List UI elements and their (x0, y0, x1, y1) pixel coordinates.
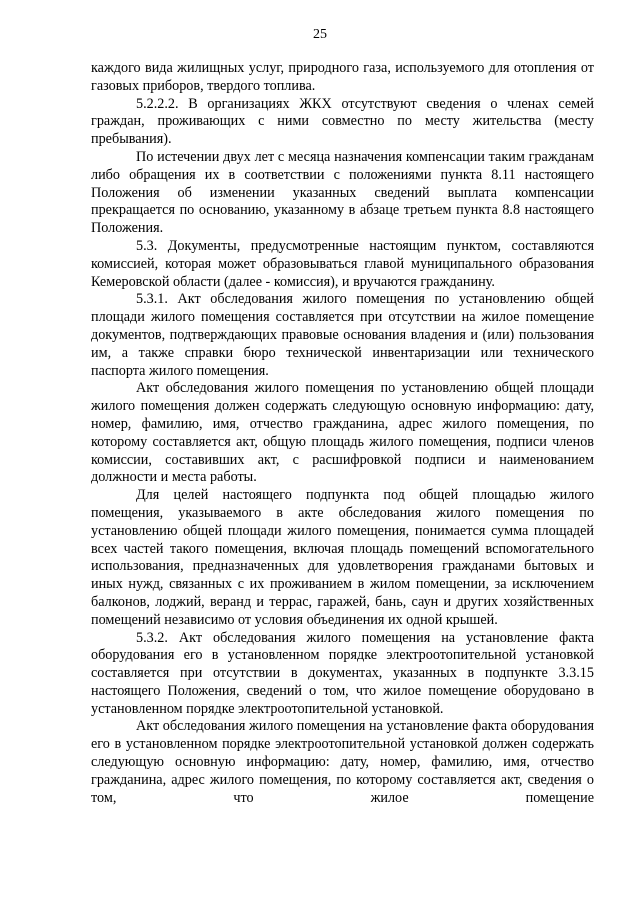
paragraph: 5.3.1. Акт обследования жилого помещения по установлению общей площади жилого помещения составляется при отсутствии на жилое помещение документов, подтверждающих правовые основания владения и (или) пользования им, а также справки бюро технической инвентаризации или технического паспорта жилого помещения. (91, 291, 594, 379)
paragraph: По истечении двух лет с месяца назначения компенсации таким гражданам либо обращения их в соответствии с положениями пункта 8.11 настоящего Положения об изменении указанных сведений выплата компенсации прекращается по основанию, указанному в абзаце третьем пункта 8.8 настоящего Положения. (91, 148, 594, 237)
paragraph: Акт обследования жилого помещения по установлению общей площади жилого помещения должен содержать следующую основную информацию: дату, номер, фамилию, имя, отчество гражданина, адрес жилого помещения, по которому составляется акт, общую площадь жилого помещения, подписи членов комиссии, составивших акт, с расшифровкой подписи и наименованием должности и места работы. (91, 380, 594, 486)
paragraph: 5.2.2.2. В организациях ЖКХ отсутствуют сведения о членах семей граждан, проживающих с ними совместно по месту жительства (месту пребывания). (91, 95, 594, 148)
paragraph: Для целей настоящего подпункта под общей площадью жилого помещения, указываемого в акте обследования жилого помещения по установлению общей площади жилого помещения, понимается сумма площадей всех частей такого помещения, включая площадь помещений вспомогательного использования, предназначенных для удовлетворения гражданами бытовых и иных нужд, связанных с их проживанием в жилом помещении, за исключением балконов, лоджий, веранд и террас, гаражей, бань, саун и других хозяйственных помещений независимо от условия объединения их одной крышей. (91, 487, 594, 628)
paragraph: 5.3.2. Акт обследования жилого помещения на установление факта оборудования его в установленном порядке электроотопительной установкой составляется при отсутствии в документах, указанных в подпункте 3.3.15 настоящего Положения, сведений о том, что жилое помещение оборудовано в установленном порядке электроотопительной установкой. (91, 629, 594, 717)
paragraph: каждого вида жилищных услуг, природного газа, используемого для отопления от газовых приборов, твердого топлива. (91, 60, 594, 94)
page-number: 25 (313, 27, 327, 42)
paragraph: 5.3. Документы, предусмотренные настоящим пунктом, составляются комиссией, которая может образовываться главой муниципального образования Кемеровской области (далее - комиссия), и вручаются гражданину. (91, 237, 594, 290)
paragraph: Акт обследования жилого помещения на установление факта оборудования его в установленном порядке электроотопительной установкой должен содержать следующую основную информацию: дату, номер, фамилию, имя, отчество гражданина, адрес жилого помещения, по которому составляется акт, сведения о том, что жилое помещение (91, 718, 594, 806)
document-body (91, 60, 594, 807)
